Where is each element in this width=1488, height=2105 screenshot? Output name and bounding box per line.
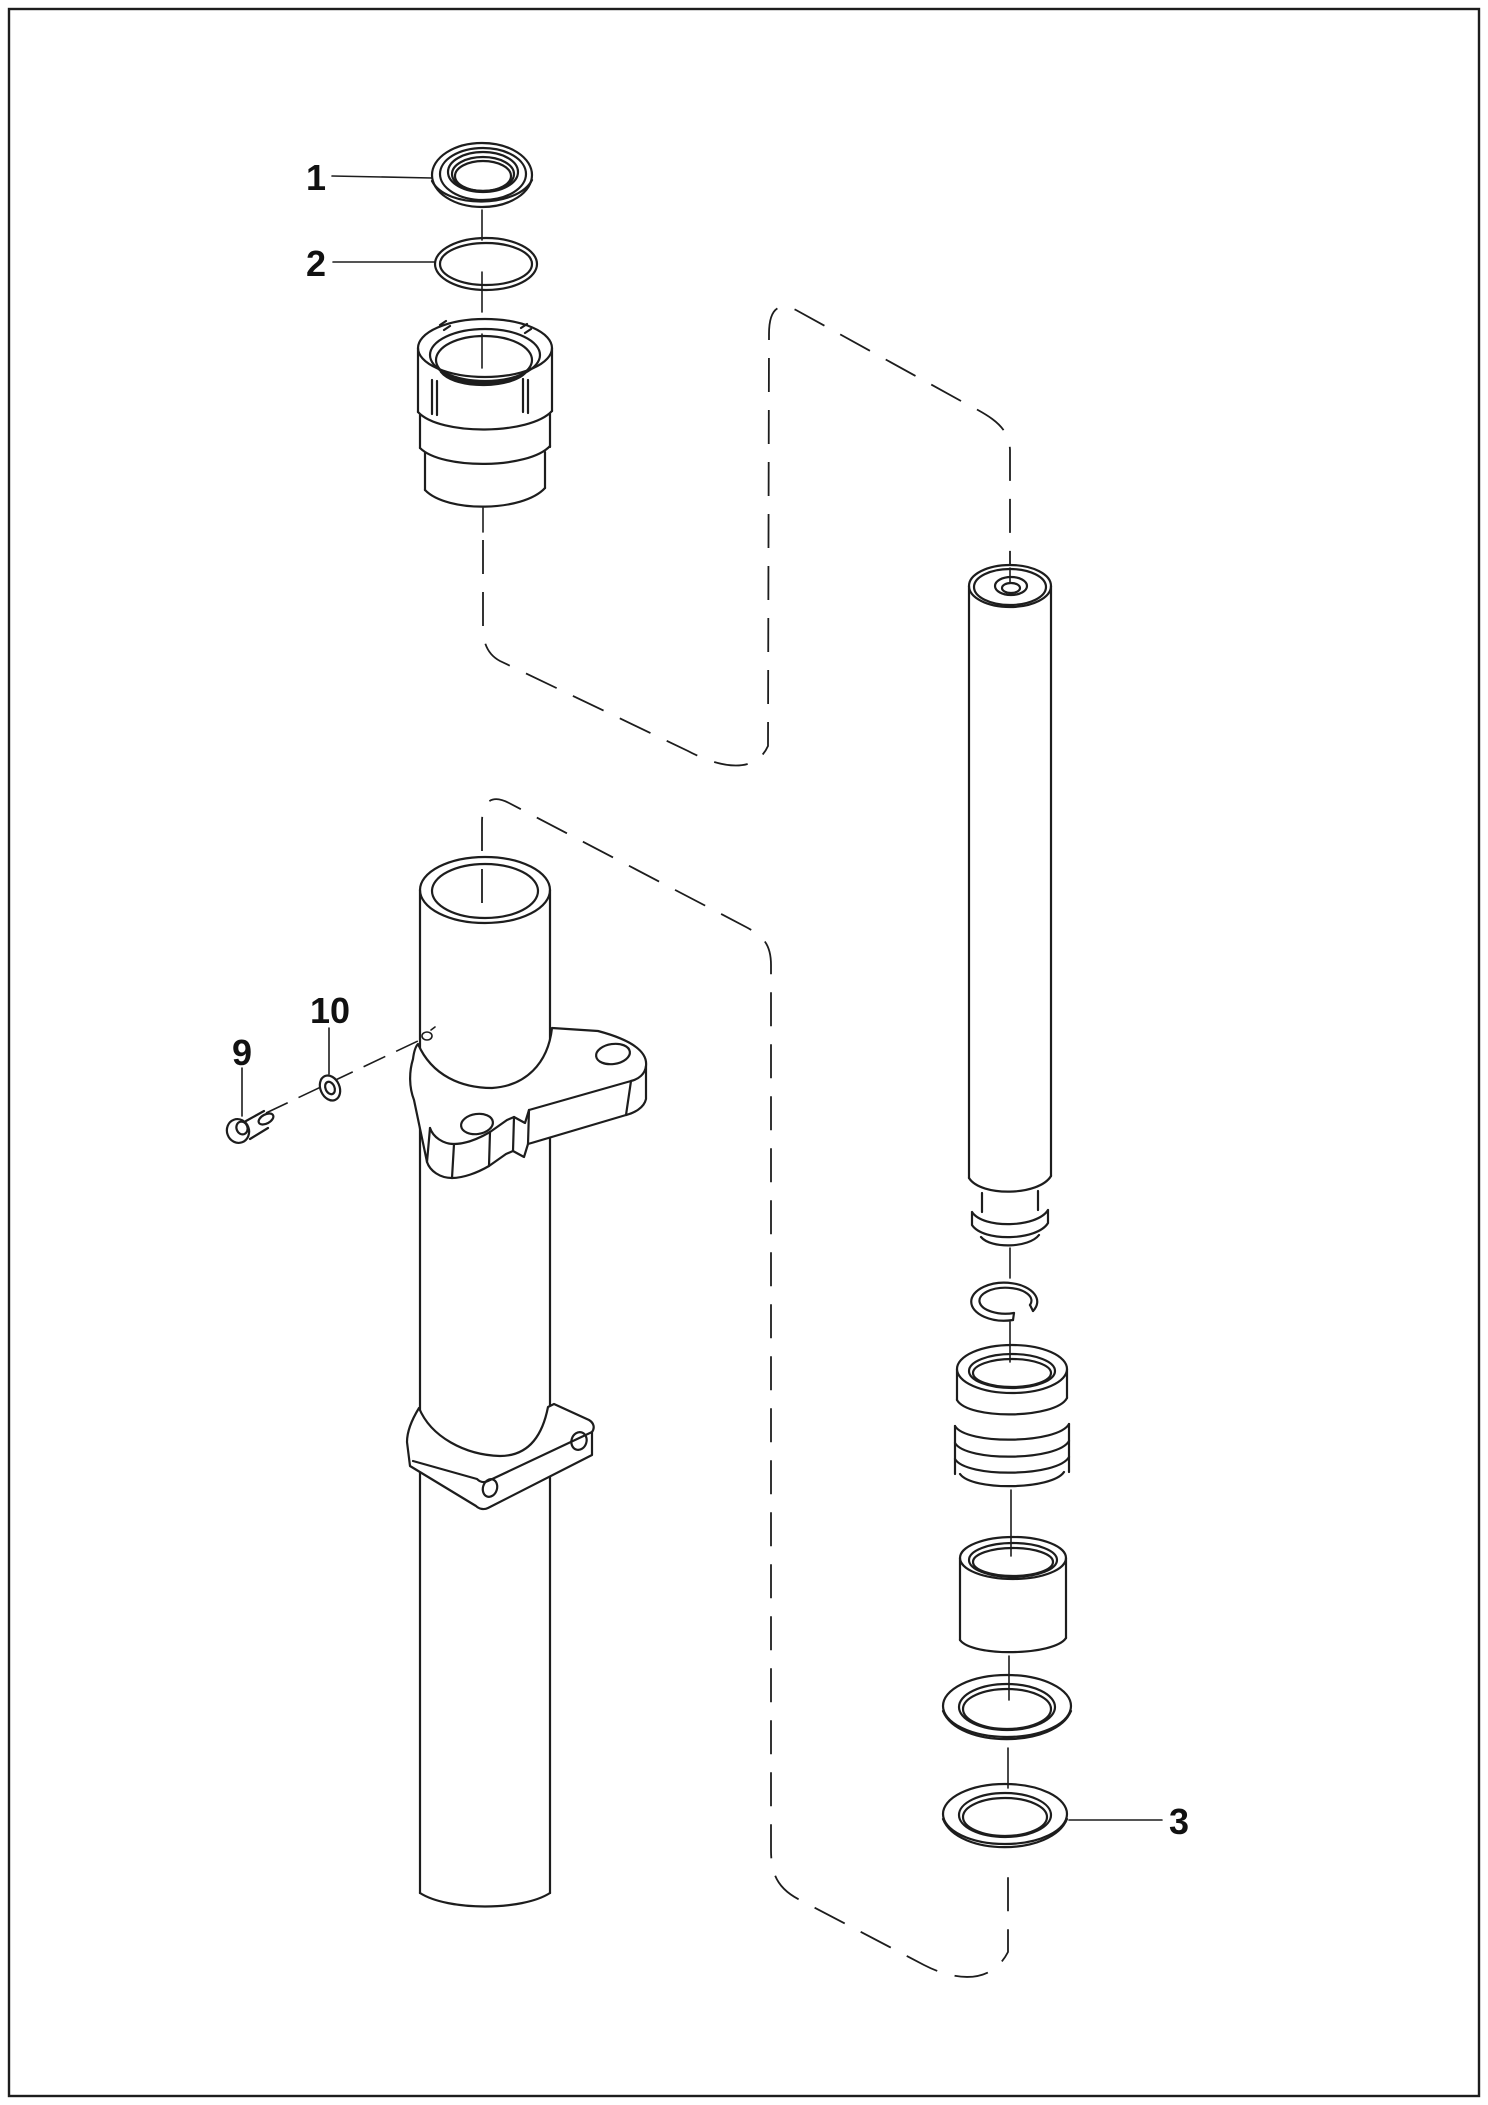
snap-ring-inner: [979, 1288, 1031, 1314]
callout-label-3: 3: [1168, 1801, 1190, 1842]
screw-axis-leader: [266, 1040, 420, 1113]
cylinder-tube-fill: [420, 857, 550, 1907]
piston-rod: [969, 565, 1051, 1245]
o-ring-outer: [435, 238, 537, 290]
washer-10-outer: [316, 1072, 344, 1103]
centerlines: [482, 210, 1011, 1788]
callout-label-2: 2: [305, 243, 327, 284]
screw-part-9: [224, 1111, 276, 1146]
washer-3-fill: [943, 1784, 1067, 1856]
page-border: [9, 9, 1479, 2096]
piston: [955, 1345, 1069, 1490]
washer-part-3: [943, 1784, 1067, 1856]
snap-ring: [971, 1283, 1037, 1321]
gland-nut: [418, 319, 552, 507]
cylinder-tube: [420, 857, 550, 1907]
washer-part-10: [316, 1072, 344, 1103]
spacer-bushing: [960, 1537, 1066, 1652]
assembly-path-tube-to-washers: [482, 799, 1008, 1977]
callout-label-9: 9: [231, 1032, 253, 1073]
snap-ring-gap-ends: [1013, 1305, 1033, 1320]
washer-upper: [943, 1675, 1071, 1749]
part-2-o-ring: [435, 238, 537, 290]
part-1-seal-ring: [431, 143, 533, 217]
callout-label-1: 1: [305, 157, 327, 198]
callout-label-10: 10: [309, 990, 351, 1031]
piston-rod-fill: [969, 590, 1051, 1242]
assembly-path-gland-nut-to-rod: [483, 307, 1010, 766]
